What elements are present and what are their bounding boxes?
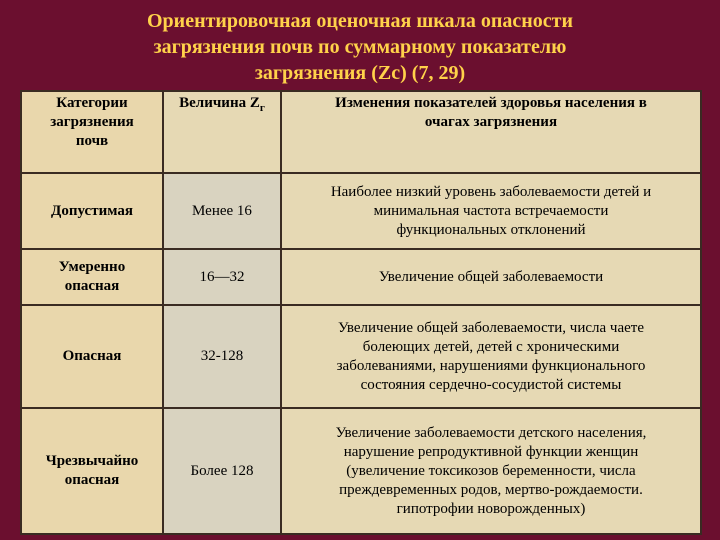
value-cell: 16—32 xyxy=(163,249,281,305)
table-row xyxy=(21,173,701,249)
title-line: загрязнения почв по суммарному показателю xyxy=(153,36,567,58)
title-line: Ориентировочная оценочная шкала опасности xyxy=(146,10,574,32)
table-row xyxy=(21,408,701,534)
changes-cell: Увеличение общей заболеваемости, числа чаете болеющих детей, детей с хроническими заболеваниями, нарушениями функционального состояния сердечно-сосудистой системы xyxy=(281,305,701,408)
value-cell: Более 128 xyxy=(163,408,281,534)
category-cell: Умеренно опасная xyxy=(21,249,163,305)
table-row xyxy=(21,249,701,305)
changes-cell: Увеличение общей заболеваемости xyxy=(281,249,701,305)
category-cell: Допустимая xyxy=(21,173,163,249)
changes-cell: Наиболее низкий уровень заболеваемости детей и минимальная частота встречаемости функциональных отклонений xyxy=(281,173,701,249)
table-row xyxy=(21,305,701,408)
table-header-row xyxy=(21,91,701,173)
category-cell: Чрезвычайно опасная xyxy=(21,408,163,534)
value-cell: 32-128 xyxy=(163,305,281,408)
slide-title xyxy=(0,8,720,86)
value-cell: Менее 16 xyxy=(163,173,281,249)
changes-cell: Увеличение заболеваемости детского населения, нарушение репродуктивной функции женщин (увеличение токсикозов беременности, числа преждевременных родов, мертво-рождаемости. гипотрофии новорожденных) xyxy=(281,408,701,534)
header-category: Категории загрязнения почв xyxy=(21,91,163,173)
header-changes: Изменения показателей здоровья населения в очагах загрязнения xyxy=(281,91,701,173)
category-cell: Опасная xyxy=(21,305,163,408)
header-value: Величина $Z_г$ xyxy=(163,91,281,173)
pollution-scale-table xyxy=(20,90,702,535)
title-line: загрязнения (Zc) (7, 29) xyxy=(254,62,466,84)
